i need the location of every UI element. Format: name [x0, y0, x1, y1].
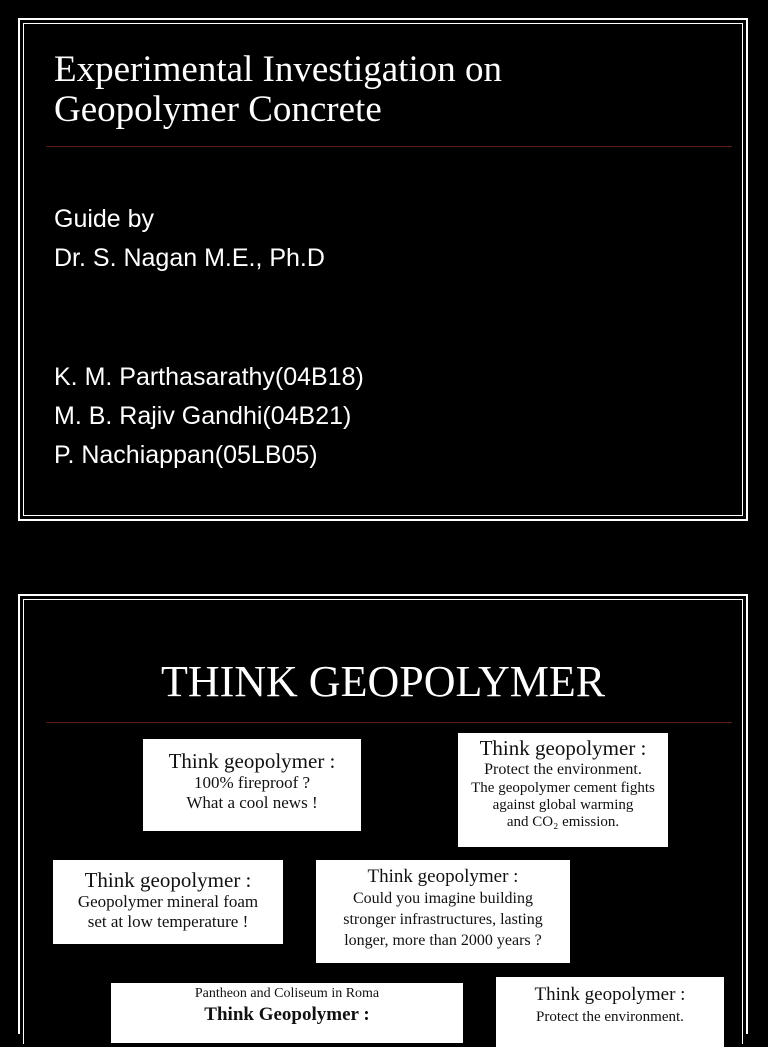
poster-heading: Think geopolymer :	[168, 749, 336, 773]
poster-line: Geopolymer mineral foam	[77, 892, 259, 911]
guide-label: Guide by	[54, 205, 155, 233]
poster-line: Could you imagine building	[353, 890, 533, 907]
title-line-2: Geopolymer Concrete	[54, 89, 382, 130]
poster-line: and CO₂ emission.	[506, 814, 620, 830]
poster-heading: Think geopolymer :	[84, 868, 252, 892]
poster-pantheon	[111, 983, 463, 1043]
poster-line: What a cool news !	[186, 793, 318, 812]
poster-heading: Think geopolymer :	[367, 866, 519, 887]
slide-title-heading	[54, 50, 714, 130]
student-list	[54, 358, 364, 475]
poster-line: The geopolymer cement fights	[471, 780, 655, 796]
poster-line: longer, more than 2000 years ?	[344, 932, 542, 949]
student-name: K. M. Parthasarathy(04B18)	[54, 363, 364, 391]
poster-fireproof	[143, 739, 361, 831]
guide-block	[54, 200, 325, 278]
slide-title	[18, 18, 748, 521]
poster-caption: Pantheon and Coliseum in Roma	[194, 986, 380, 1001]
poster-line: Protect the environment.	[536, 1009, 684, 1025]
poster-heading: Think Geopolymer :	[204, 1004, 370, 1025]
poster-infrastructure	[316, 860, 570, 963]
student-name: M. B. Rajiv Gandhi(04B21)	[54, 402, 352, 430]
poster-heading: Think geopolymer :	[479, 736, 647, 760]
poster-line: 100% fireproof ?	[193, 773, 311, 792]
student-name: P. Nachiappan(05LB05)	[54, 441, 318, 469]
poster-environment-2	[496, 977, 724, 1047]
heading-divider	[46, 722, 732, 723]
poster-line: stronger infrastructures, lasting	[343, 911, 543, 928]
poster-line: against global warming	[492, 797, 634, 813]
poster-mineral-foam	[53, 860, 283, 944]
poster-environment	[458, 733, 668, 847]
title-line-1: Experimental Investigation on	[54, 49, 502, 90]
slide-think-geopolymer	[18, 594, 748, 1034]
slide-heading: THINK GEOPOLYMER	[160, 657, 606, 706]
guide-name: Dr. S. Nagan M.E., Ph.D	[54, 244, 325, 272]
poster-line: set at low temperature !	[87, 912, 249, 931]
title-divider	[46, 146, 732, 147]
poster-heading: Think geopolymer :	[534, 984, 686, 1005]
poster-line: Protect the environment.	[484, 761, 642, 778]
